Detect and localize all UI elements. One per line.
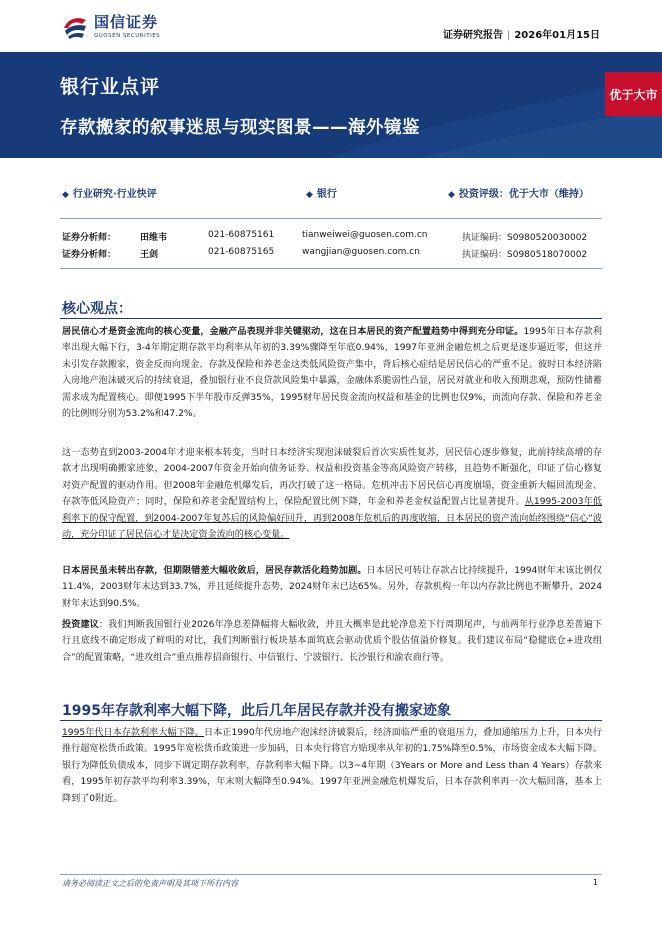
title-banner [0, 52, 662, 158]
investment-advice-paragraph [62, 617, 602, 666]
key-point: 日本居民虽未转出存款，但期限错差大幅收敛后，居民存款活化趋势加剧。 [62, 566, 367, 576]
key-point: 居民信心才是资金流向的核心变量，金融产品表现并非关键驱动，这在日本居民的资产配置趋势中得到充分印证。 [62, 327, 524, 337]
core-paragraph-3 [62, 563, 602, 612]
paragraph-text: 日本居民可转让存款占比持续提升，1994财年末该比例仅11.4%，2003财年末达到33.7%，并且延续提升态势，2024财年末已达65%。另外，存款机构一年以内存款比例也不断攀升，2024财年末达到90.5%。 [62, 566, 602, 609]
report-date: 2026年01月15日 [514, 30, 600, 41]
analyst-cert: 执证编码：S0980518070002 [462, 250, 588, 260]
analyst-cert: 执证编码：S0980520030002 [462, 233, 588, 243]
brand-subtitle: GUOSEN SECURITIES [94, 33, 161, 39]
guosen-logo-icon [62, 14, 88, 40]
rating-tag: 优于大市 [605, 72, 662, 116]
analyst-name: 田维韦 [140, 233, 168, 243]
report-type: 证券研究报告 [442, 30, 503, 41]
paragraph-text: ：我们判断我国银行业2026年净息差降幅将大幅收敛，并且大概率是此轮净息差下行周期尾声，与前两年行业净息差普遍下行且底线不确定形成了鲜明的对比，我们判断银行板块基本面筑底会驱动优质个股估值溢价修复。我们建议布局“稳健底仓+进攻组合”的配置策略，“进攻组合”重点推荐招商银行、中信银行、宁波银行、长沙银行和渝农商行等。 [62, 620, 602, 663]
underlined-lead: 1995年代日本存款利率大幅下降。 [62, 728, 205, 738]
page-number: 1 [592, 878, 598, 887]
divider [60, 218, 602, 219]
analyst-phone: 021-60875165 [208, 247, 275, 257]
core-paragraph-1 [62, 324, 602, 422]
analyst-row [62, 230, 602, 244]
banner-wave-decoration [0, 52, 662, 158]
header-separator: | [506, 30, 511, 41]
report-category: 银行业点评 [60, 76, 161, 98]
analyst-label: 证券分析师： [62, 250, 117, 260]
core-views-heading: 核心观点： [62, 301, 132, 317]
diamond-bullet-icon: ◆ [448, 190, 455, 200]
heading-underline [60, 318, 602, 319]
divider [60, 268, 602, 269]
diamond-bullet-icon: ◆ [62, 190, 69, 200]
footer-divider [60, 874, 602, 875]
sector-tag [306, 185, 337, 200]
analyst-label: 证券分析师： [62, 233, 117, 243]
brand-logo [62, 14, 160, 40]
section-heading: 1995年存款利率大幅下降，此后几年居民存款并没有搬家迹象 [62, 703, 451, 719]
paragraph-text: 1995年日本存款利率出现大幅下行，3-4年期定期存款平均利率从年初的3.39%骤降至年底0.94%，1997年亚洲金融危机之后更是逐步逼近零，但这并未引发存款搬家，资金反而向现金、存款及保险和养老金这类低风险资产集中，背后核心症结是居民信心的严重不足。彼时日本经济陷入房地产泡沫破灭后的持续衰退，叠加银行业不良贷款风险集中暴露，金融体系脆弱性凸显，居民对就业和收入预期悲观，预防性储蓄需求成为配置核心。即便1995下半年股市反弹35%，1995财年居民资金流向权益和基金的比例也仅9%，而流向存款、保险和养老金的比例则分别为53.2%和47.2%。 [62, 327, 602, 420]
industry-text: 行业研究·行业快评 [72, 189, 157, 200]
analyst-email[interactable]: wangjian@guosen.com.cn [302, 247, 420, 257]
page-header [0, 0, 662, 50]
core-paragraph-2 [62, 445, 602, 543]
paragraph-text: 日本正1990年代房地产泡沫经济破裂后，经济面临严重的衰退压力，叠加通缩压力上升，日本央行推行超宽松货币政策。1995年宽松货币政策进一步加码，日本央行将官方贴现率从年初的1.75%降至0.5%，市场资金成本大幅下降。银行为降低负债成本，同步下调定期存款利率，存款利率大幅下降。以3~4年期（3Years or More and Less than 4 Years）存款来看，1995年初存款平均利率3.39%，年末则大幅降至0.94%。1997年亚洲金融危机爆发后，日本存款利率再一次大幅回落，基本上降到了0附近。 [62, 728, 602, 804]
rating-info [448, 185, 589, 200]
analyst-email[interactable]: tianweiwei@guosen.com.cn [302, 230, 428, 240]
footer-disclaimer: 请务必阅读正文之后的免责声明及其项下所有内容 [62, 879, 238, 888]
heading-underline [60, 720, 602, 721]
section-paragraph [62, 725, 602, 807]
analyst-row [62, 247, 602, 261]
rating-text: 投资评级：优于大市（维持） [458, 189, 589, 200]
report-title: 存款搬家的叙事迷思与现实图景——海外镜鉴 [60, 118, 420, 138]
analyst-phone: 021-60875161 [208, 230, 275, 240]
underlined-conclusion: 从1995-2003年低利率下的保守配置，到2004-2007年复苏后的风险偏好回升，再到2008年危机后的再度收缩，日本居民的资产流向始终围绕“信心”波动，充分印证了居民信心才是决定资金流向的核心变量。 [62, 497, 602, 541]
analyst-name: 王剑 [140, 250, 159, 260]
industry-tag [62, 185, 157, 200]
paragraph-text: 这一态势直到2003-2004年才迎来根本转变，当时日本经济实现泡沫破裂后首次实质性复苏，居民信心逐步修复，此前持续高增的存款才出现明确搬家迹象，2004-2007年资金开始向债务证券、权益和投资基金等高风险资产转移，且趋势不断强化，印证了信心修复对资产配置的驱动作用。但2008年金融危机爆发后，再次打破了这一格局。危机冲击下居民信心再度崩塌，资金重新大幅回流现金、存款等低风险资产；同时，保险和养老金配置结构上，保险配置比例下降，年金和养老金权益配置占比显著提升。 [62, 448, 602, 508]
report-meta [443, 26, 600, 41]
key-point: 投资建议 [62, 620, 99, 630]
brand-name: 国信证券 [94, 13, 159, 31]
sector-text: 银行 [316, 189, 337, 200]
diamond-bullet-icon: ◆ [306, 190, 313, 200]
